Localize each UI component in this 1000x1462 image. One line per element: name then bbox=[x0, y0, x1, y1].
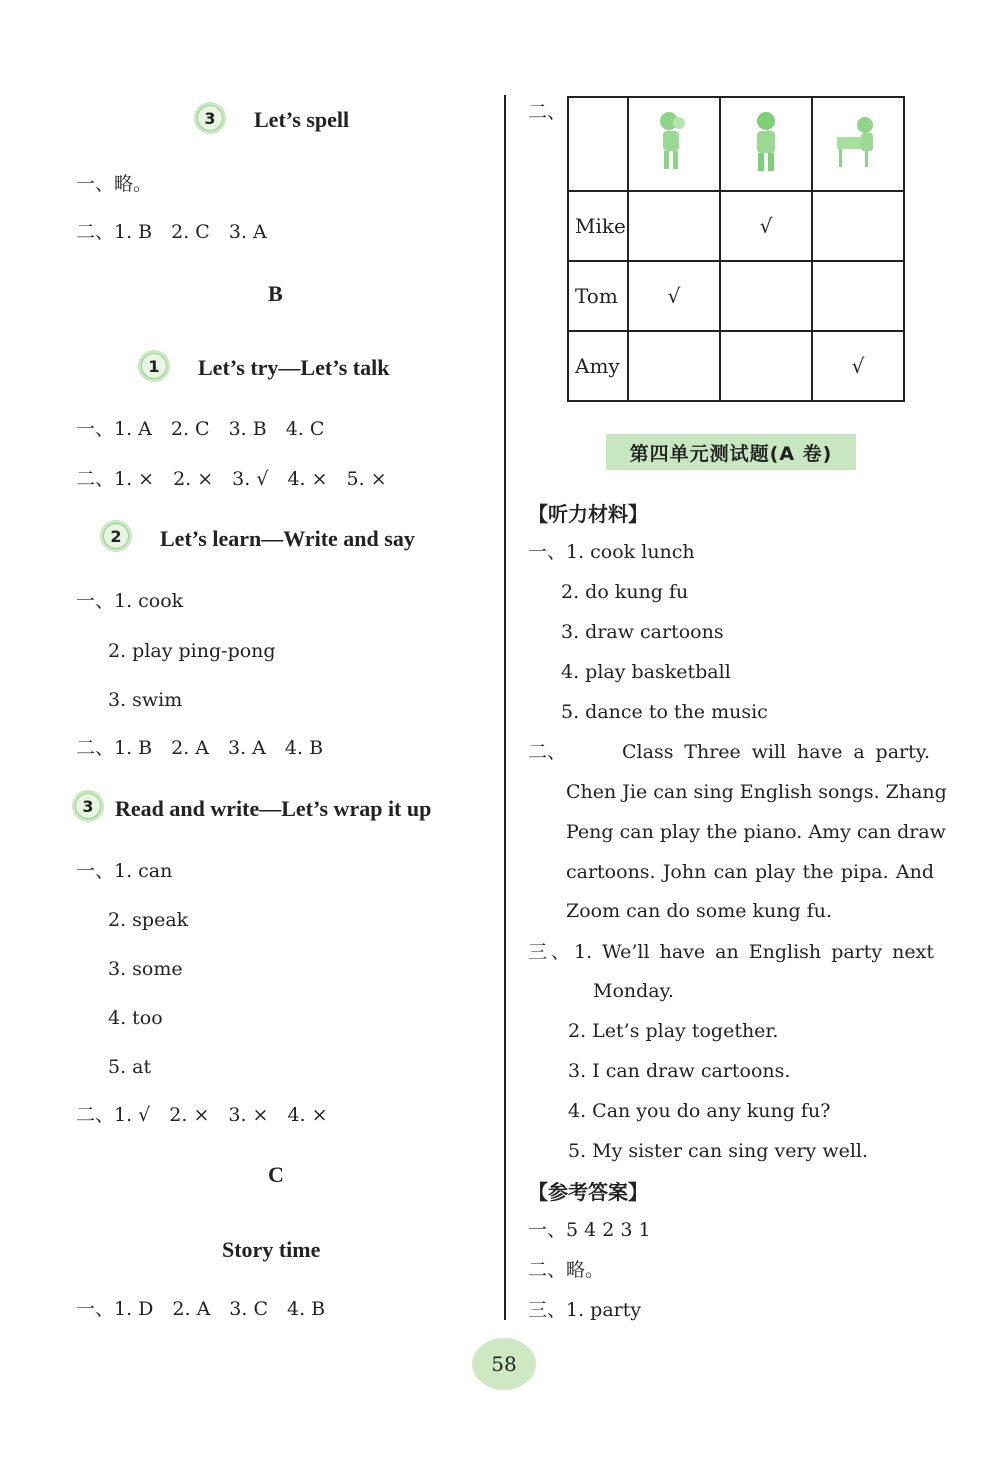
passage-line: Peng can play the piano. Amy can draw bbox=[566, 821, 946, 843]
listening-line: 3. I can draw cartoons. bbox=[568, 1060, 791, 1082]
answer-line: 3. some bbox=[108, 958, 183, 980]
listening-line: 4. Can you do any kung fu? bbox=[568, 1100, 831, 1122]
question-label: 二、 bbox=[528, 741, 567, 763]
listening-line: 5. dance to the music bbox=[561, 701, 768, 723]
page-number: 58 bbox=[472, 1338, 536, 1390]
answer-line: 一、1. cook bbox=[76, 590, 184, 612]
column-divider bbox=[504, 95, 506, 1320]
answer-line: 三、1. party bbox=[528, 1299, 642, 1321]
section-number-badge: 3 bbox=[72, 790, 104, 822]
passage-line: Chen Jie can sing English songs. Zhang bbox=[566, 781, 947, 803]
answer-line: 二、1. √ 2. × 3. × 4. × bbox=[76, 1104, 328, 1126]
table-row-name: Mike bbox=[568, 191, 628, 261]
answer-line: 一、1. A 2. C 3. B 4. C bbox=[76, 418, 325, 440]
answer-line: 二、1. B 2. C 3. A bbox=[76, 221, 267, 243]
listening-line: 4. play basketball bbox=[561, 661, 731, 683]
part-heading-b: B bbox=[268, 281, 283, 306]
answers-heading: 【参考答案】 bbox=[528, 1180, 648, 1204]
table-cell bbox=[812, 191, 904, 261]
listening-line: 三、1. We’ll have an English party next bbox=[528, 941, 934, 963]
table-cell bbox=[628, 191, 720, 261]
section-title-lets-spell: Let’s spell bbox=[254, 107, 350, 132]
answer-table bbox=[567, 96, 905, 402]
answer-line: 一、1. D 2. A 3. C 4. B bbox=[76, 1298, 326, 1320]
listening-heading: 【听力材料】 bbox=[528, 502, 648, 526]
answer-line: 二、1. B 2. A 3. A 4. B bbox=[76, 737, 324, 759]
piano-figure-icon bbox=[812, 97, 904, 191]
listening-line: 一、1. cook lunch bbox=[528, 541, 695, 563]
basketball-figure-icon bbox=[628, 97, 720, 191]
answer-line: 一、1. can bbox=[76, 860, 173, 882]
table-cell bbox=[720, 261, 812, 331]
answer-line: 3. swim bbox=[108, 689, 183, 711]
table-corner bbox=[568, 97, 628, 191]
table-cell bbox=[628, 331, 720, 401]
answer-line: 一、5 4 2 3 1 bbox=[528, 1219, 651, 1241]
section-title-learn: Let’s learn—Write and say bbox=[160, 526, 415, 551]
listening-line: 5. My sister can sing very well. bbox=[568, 1140, 869, 1162]
table-cell: √ bbox=[720, 191, 812, 261]
answer-line: 2. play ping-pong bbox=[108, 640, 276, 662]
passage-line: Zoom can do some kung fu. bbox=[566, 900, 833, 922]
question-label: 二、 bbox=[528, 101, 567, 123]
answer-line: 一、略。 bbox=[76, 173, 153, 195]
section-title-read-write: Read and write—Let’s wrap it up bbox=[115, 796, 432, 821]
answer-line: 二、略。 bbox=[528, 1259, 605, 1281]
section-number-badge: 3 bbox=[194, 102, 226, 134]
section-number-badge: 2 bbox=[100, 520, 132, 552]
answer-line: 二、1. × 2. × 3. √ 4. × 5. × bbox=[76, 468, 387, 490]
listening-line: Monday. bbox=[593, 980, 674, 1002]
listening-line: 3. draw cartoons bbox=[561, 621, 724, 643]
unit-test-title: 第四单元测试题(A 卷) bbox=[606, 434, 856, 470]
listening-line: 2. Let’s play together. bbox=[568, 1020, 779, 1042]
passage-line: cartoons. John can play the pipa. And bbox=[566, 861, 934, 883]
part-heading-c: C bbox=[268, 1162, 284, 1187]
table-cell bbox=[720, 331, 812, 401]
section-title-try-talk: Let’s try—Let’s talk bbox=[198, 355, 390, 380]
passage-line: Class Three will have a party. bbox=[622, 741, 930, 763]
table-row-name: Amy bbox=[568, 331, 628, 401]
section-title-story: Story time bbox=[222, 1237, 321, 1262]
boy-figure-icon bbox=[720, 97, 812, 191]
table-row-name: Tom bbox=[568, 261, 628, 331]
answer-line: 4. too bbox=[108, 1007, 163, 1029]
answer-line: 2. speak bbox=[108, 909, 189, 931]
section-number-badge: 1 bbox=[138, 350, 170, 382]
listening-line: 2. do kung fu bbox=[561, 581, 689, 603]
table-cell: √ bbox=[812, 331, 904, 401]
table-cell bbox=[812, 261, 904, 331]
table-cell: √ bbox=[628, 261, 720, 331]
answer-line: 5. at bbox=[108, 1056, 152, 1078]
